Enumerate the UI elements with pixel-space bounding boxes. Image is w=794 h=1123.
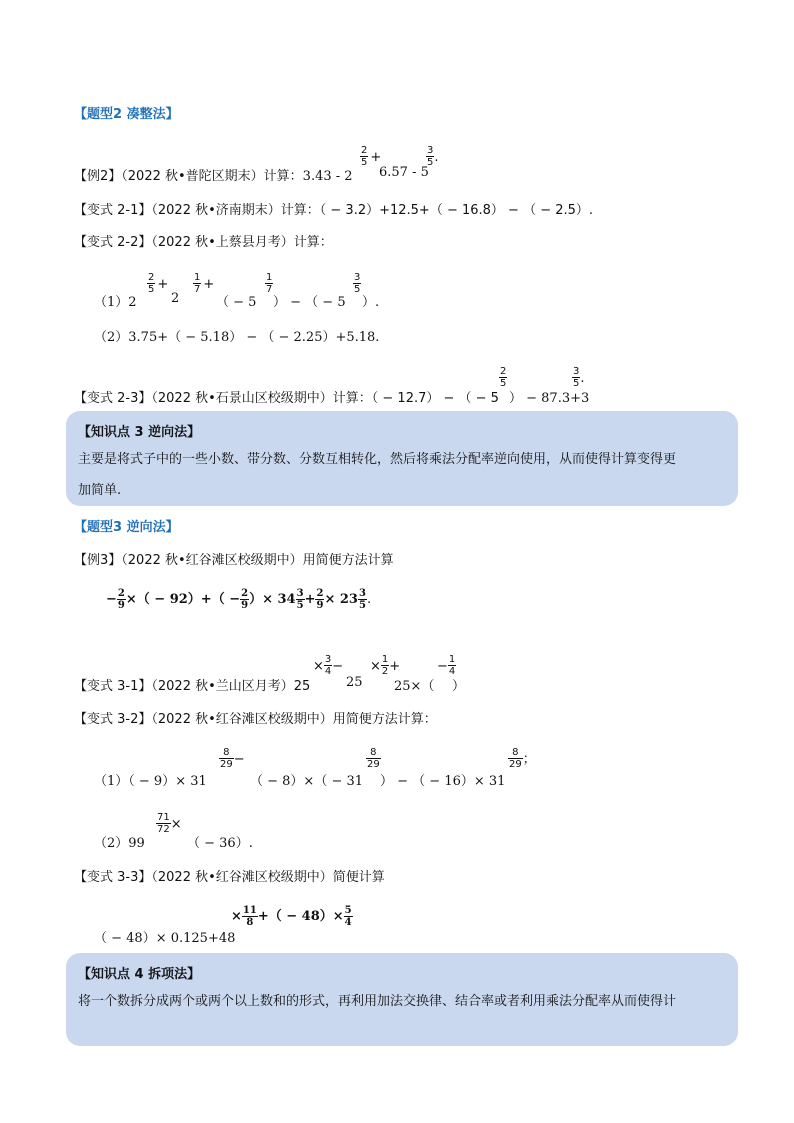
denominator: 7 (266, 284, 273, 295)
fraction (508, 747, 523, 770)
expr-part: 3.43 - 2 (302, 169, 353, 184)
knowledge-line: 将一个数拆分成两个或两个以上数和的形式，再利用加法交换律、结合率或者利用乘法分配率从而使得计 (78, 994, 677, 1009)
fraction (508, 747, 536, 770)
numerator: 5 (344, 905, 352, 916)
expr-part: − (233, 752, 245, 767)
denominator: 4 (448, 666, 456, 677)
numerator: 71 (157, 812, 170, 823)
expr-part: 25 (346, 675, 363, 690)
fraction (572, 366, 585, 389)
numerator: 2 (316, 588, 324, 599)
expr-part: 25×（ (394, 679, 435, 694)
variant-2-1 (74, 199, 593, 218)
example-3 (74, 549, 394, 568)
numerator: 1 (266, 272, 273, 283)
numerator: 2 (148, 272, 155, 283)
numerator: 8 (508, 747, 523, 759)
knowledge-body (78, 986, 676, 1017)
expr-part: （ − 8）×（ − 31 (250, 774, 364, 789)
numerator: 3 (296, 588, 304, 599)
fraction (366, 747, 381, 770)
example-2 (74, 165, 353, 184)
numerator: 1 (194, 272, 201, 283)
expr-part: （ − 5 (216, 295, 257, 310)
expr-part: × (231, 909, 242, 924)
numerator: 2 (117, 588, 125, 599)
fraction (156, 812, 171, 835)
expr-part: ） − （ − 16）× 31 (380, 774, 506, 789)
fraction (147, 272, 155, 295)
fraction (366, 747, 381, 770)
fraction (360, 145, 368, 168)
expr-part: （ − 36）. (187, 836, 253, 851)
variant-text: （2022 秋•石景山区校级期中）计算：（ − 12.7） − （ − 5 (151, 391, 499, 406)
variant-text: （2022 秋•红谷滩区校级期中）简便计算 (151, 870, 385, 885)
numerator: 3 (324, 654, 332, 665)
expr-part: . (580, 371, 585, 386)
expr-part: ）× 34 (249, 592, 296, 607)
variant-text: （2022 秋•兰山区月考）25 (151, 679, 311, 694)
section-heading-3: 【题型3 逆向法】 (74, 520, 179, 535)
example-label: 【例3】 (74, 553, 122, 568)
numerator: 3 (358, 588, 366, 599)
denominator: 9 (117, 600, 125, 611)
variant-3-1 (74, 675, 310, 694)
expr-part: +（ − 48）× (257, 909, 344, 924)
variant-2-3 (74, 387, 499, 406)
variant-label: 【变式 2-3】 (74, 391, 152, 406)
fraction (156, 812, 182, 835)
denominator: 29 (509, 759, 522, 770)
sub-problem-1: （1）（ − 9）× 31 (94, 774, 207, 789)
denominator: 5 (361, 157, 368, 168)
fraction (499, 366, 507, 389)
numerator: 1 (381, 654, 389, 665)
expr-part: 6.57 - 5 (379, 165, 429, 180)
variant-2-2 (74, 231, 333, 250)
sub-problem-2: （2）99 (94, 836, 145, 851)
expr-part: + (389, 659, 401, 674)
fraction (426, 145, 439, 168)
numerator: 1 (448, 654, 456, 665)
variant-text: （2022 秋•上蔡县月考）计算： (151, 235, 333, 250)
fraction (240, 588, 249, 611)
fraction (296, 588, 305, 611)
expr-part: × (370, 659, 381, 674)
expr-part: + (370, 150, 382, 165)
fraction (448, 654, 456, 677)
denominator: 4 (344, 917, 352, 928)
source-text: （2022 秋•普陀区期末）计算： (121, 169, 303, 184)
numerator: 3 (354, 272, 361, 283)
numerator: 8 (219, 747, 234, 759)
fraction (147, 272, 168, 295)
expr-part: ） − 87.3+3 (509, 391, 590, 406)
denominator: 5 (500, 378, 507, 389)
knowledge-line: 加简单. (78, 483, 122, 498)
fraction (353, 272, 361, 295)
fraction (313, 654, 343, 677)
denominator: 29 (220, 759, 233, 770)
expr-part: − (437, 659, 448, 674)
denominator: 5 (296, 600, 304, 611)
expr-part: + (157, 277, 169, 292)
expr-part: + (304, 592, 316, 607)
fraction (193, 272, 214, 295)
denominator: 5 (148, 284, 155, 295)
knowledge-box-4 (66, 953, 738, 1046)
expr-part: . (434, 150, 439, 165)
variant-3-2 (74, 708, 437, 727)
numerator: 8 (366, 747, 381, 759)
expr-part: × 23 (324, 592, 358, 607)
fraction (219, 747, 234, 770)
fraction (242, 905, 258, 928)
denominator: 4 (324, 666, 332, 677)
fraction (219, 747, 245, 770)
denominator: 72 (157, 824, 170, 835)
variant-3-3-expr: （ − 48）× 0.125+48 (94, 931, 236, 946)
example-text: （2022 秋•红谷滩区校级期中）用简便方法计算 (121, 553, 394, 568)
expr-part: 2 (171, 291, 180, 306)
fraction (370, 654, 400, 677)
numerator: 2 (500, 366, 507, 377)
knowledge-title: 【知识点 3 逆向法】 (78, 425, 201, 440)
fraction (344, 905, 353, 928)
denominator: 5 (354, 284, 361, 295)
variant-3-3 (74, 866, 385, 885)
variant-label: 【变式 3-3】 (74, 870, 152, 885)
expr-part: − (106, 592, 117, 607)
denominator: 5 (358, 600, 366, 611)
variant-label: 【变式 2-2】 (74, 235, 152, 250)
expr-part: ） (452, 679, 466, 694)
numerator: 2 (361, 145, 368, 156)
expr-part: ； (522, 752, 536, 767)
denominator: 8 (246, 917, 254, 928)
denominator: 5 (573, 378, 580, 389)
knowledge-body (78, 444, 676, 506)
sub-problem-1: （1）2 (94, 295, 137, 310)
knowledge-title: 【知识点 4 拆项法】 (78, 967, 201, 982)
sub-problem-2: （2）3.75+（ − 5.18） − （ − 2.25）+5.18. (94, 330, 380, 345)
fraction (193, 272, 201, 295)
fraction (358, 588, 367, 611)
knowledge-line: 主要是将式子中的一些小数、带分数、分数互相转化，然后将乘法分配率逆向使用，从而使得计算变得更 (78, 452, 677, 467)
numerator: 3 (427, 145, 434, 156)
knowledge-box-3 (66, 411, 738, 506)
numerator: 3 (573, 366, 580, 377)
numerator: 2 (241, 588, 249, 599)
expr-part: + (203, 277, 215, 292)
variant-text: （2022 秋•济南期末）计算：（ − 3.2）+12.5+（ − 16.8） − （ − 2.5）. (151, 203, 594, 218)
denominator: 9 (316, 600, 324, 611)
expr-part: . (366, 592, 372, 607)
variant-3-3-expr-b (231, 905, 353, 928)
expr-part: × (313, 659, 324, 674)
variant-label: 【变式 3-2】 (74, 712, 152, 727)
denominator: 29 (367, 759, 380, 770)
fraction (437, 654, 456, 677)
example-label: 【例2】 (74, 169, 122, 184)
variant-label: 【变式 2-1】 (74, 203, 152, 218)
numerator: 11 (242, 905, 257, 916)
expr-part: ） − （ − 5 (273, 295, 346, 310)
variant-label: 【变式 3-1】 (74, 679, 152, 694)
denominator: 9 (241, 600, 249, 611)
expr-part: ×（ − 92）+（ − (125, 592, 241, 607)
expr-part: ）. (362, 295, 380, 310)
example-3-expression (106, 588, 371, 611)
fraction (117, 588, 126, 611)
fraction (499, 366, 507, 389)
section-heading-2: 【题型2 凑整法】 (74, 107, 179, 122)
fraction (353, 272, 361, 295)
variant-text: （2022 秋•红谷滩区校级期中）用简便方法计算： (151, 712, 437, 727)
expr-part: × (170, 817, 182, 832)
denominator: 2 (381, 666, 389, 677)
denominator: 5 (427, 157, 434, 168)
expr-part: − (332, 659, 344, 674)
denominator: 7 (194, 284, 201, 295)
